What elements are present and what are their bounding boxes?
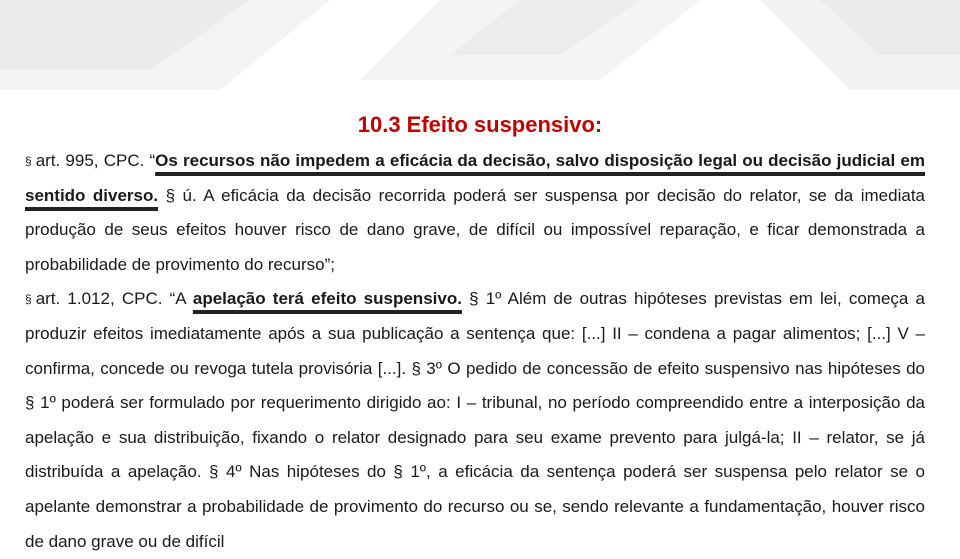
slide-body <box>25 144 925 551</box>
paragraph-text: § ú. A eficácia da decisão recorrida poderá ser suspensa por decisão do relator, se da imediata produção de seus efeitos houver risco de dano grave, de difícil ou impossível reparação, e ficar demonstrada a probabilidade de provimento do recurso”; <box>25 185 925 274</box>
paragraph-text: § 1º Além de outras hipóteses previstas em lei, começa a produzir efeitos imediatamente após a sua publicação a sentença que: [...] II – condena a pagar alimentos; [...] V – confirma, concede ou revoga tutela provisória [...]. § 3º O pedido de concessão de efeito suspensivo nas hipóteses do § 1º poderá ser formulado por requerimento dirigido ao: I – tribunal, no período compreendido entre a interposição da apelação e sua distribuição, fixando o relator designado para seu exame prevento para julgá-la; II – relator, se já distribuída a apelação. § 4º Nas hipóteses do § 1º, a eficácia da sentença poderá ser suspensa pelo relator se o apelante demonstrar a probabilidade de provimento do recurso ou se, sendo relevante a fundamentação, houver risco de dano grave ou de difícil <box>25 289 925 551</box>
bullet-icon: § <box>25 292 32 307</box>
emphasized-quote: apelação terá efeito suspensivo. <box>192 289 462 309</box>
paragraph-art-995 <box>25 144 925 282</box>
bullet-icon: § <box>25 154 32 168</box>
citation-prefix: art. 995, CPC. “ <box>35 151 156 170</box>
paragraph-art-1012 <box>25 282 925 559</box>
slide-title: 10.3 Efeito suspensivo: <box>357 112 603 137</box>
citation-prefix: art. 1.012, CPC. “A <box>35 289 193 309</box>
emphasized-quote: Os recursos não impedem a eficácia da decisão, salvo disposição legal ou decisão judicial em sentido diverso. <box>25 151 925 205</box>
